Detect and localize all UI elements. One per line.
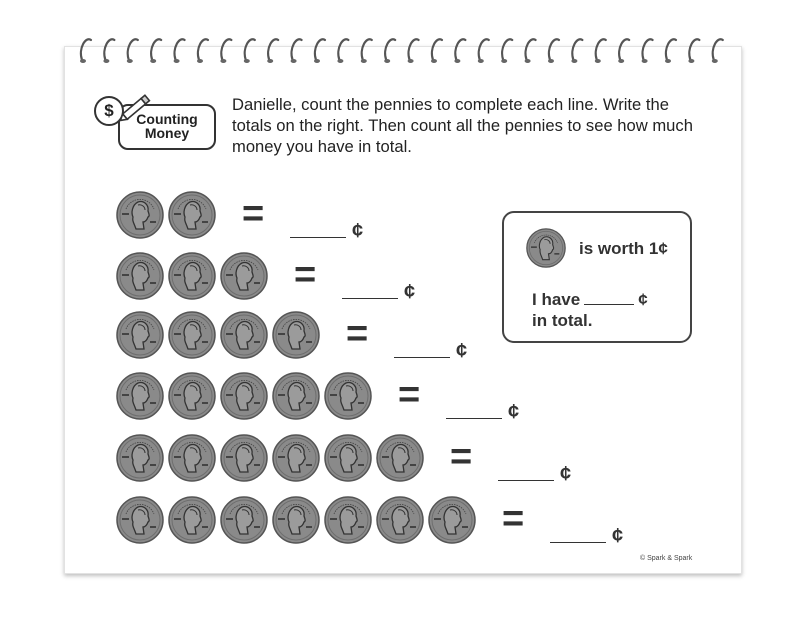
answer-blank[interactable] — [446, 418, 502, 419]
equals-sign: = — [346, 313, 369, 355]
penny-icon — [376, 496, 424, 544]
equals-sign: = — [242, 193, 265, 235]
penny-icon — [220, 311, 268, 359]
pencil-icon — [116, 90, 156, 126]
coin-row — [116, 434, 676, 485]
penny-icon — [376, 434, 424, 482]
answer-blank[interactable] — [394, 357, 450, 358]
answer-blank[interactable] — [290, 237, 346, 238]
penny-icon — [116, 252, 164, 300]
info-box — [502, 211, 692, 343]
equals-sign: = — [294, 254, 317, 296]
penny-icon — [168, 191, 216, 239]
cent-sign: ¢ — [508, 401, 520, 423]
penny-icon — [526, 228, 566, 268]
penny-icon — [324, 372, 372, 420]
penny-icon — [168, 311, 216, 359]
badge-line2: Money — [144, 125, 190, 141]
total-blank[interactable] — [584, 292, 634, 305]
coin-row — [116, 372, 676, 423]
penny-icon — [220, 252, 268, 300]
cent-sign: ¢ — [560, 463, 572, 485]
penny-icon — [116, 496, 164, 544]
penny-icon — [168, 434, 216, 482]
have-prefix: I have — [532, 290, 581, 309]
equals-sign: = — [450, 436, 473, 478]
coin-row — [116, 496, 676, 547]
penny-icon — [116, 434, 164, 482]
penny-icon — [324, 496, 372, 544]
penny-icon — [272, 311, 320, 359]
penny-icon — [168, 252, 216, 300]
worth-text: is worth 1¢ — [579, 239, 668, 258]
answer-blank[interactable] — [498, 480, 554, 481]
penny-icon — [272, 434, 320, 482]
counting-money-badge — [94, 96, 214, 148]
penny-icon — [116, 191, 164, 239]
copyright: © Spark & Spark — [640, 555, 693, 562]
have-unit: ¢ — [638, 290, 648, 309]
penny-icon — [272, 496, 320, 544]
penny-icon — [220, 434, 268, 482]
total-line — [532, 289, 648, 331]
answer-blank[interactable] — [550, 542, 606, 543]
equals-sign: = — [502, 498, 525, 540]
penny-icon — [428, 496, 476, 544]
have-suffix: in total. — [532, 311, 593, 330]
penny-icon — [272, 372, 320, 420]
spiral-binding-icon — [74, 34, 734, 66]
cent-sign: ¢ — [612, 525, 624, 547]
penny-icon — [220, 496, 268, 544]
penny-icon — [220, 372, 268, 420]
cent-sign: ¢ — [352, 220, 364, 242]
answer-blank[interactable] — [342, 298, 398, 299]
badge-line1: Counting — [136, 111, 198, 127]
cent-sign: ¢ — [456, 340, 468, 362]
penny-icon — [324, 434, 372, 482]
equals-sign: = — [398, 374, 421, 416]
penny-icon — [168, 496, 216, 544]
penny-icon — [116, 372, 164, 420]
instructions-text: Danielle, count the pennies to complete each line. Write the totals on the right. Then count all the pennies to see how much money you have in total. — [232, 95, 693, 156]
dollar-icon: $ — [94, 96, 124, 126]
penny-icon — [116, 311, 164, 359]
penny-icon — [168, 372, 216, 420]
cent-sign: ¢ — [404, 281, 416, 303]
